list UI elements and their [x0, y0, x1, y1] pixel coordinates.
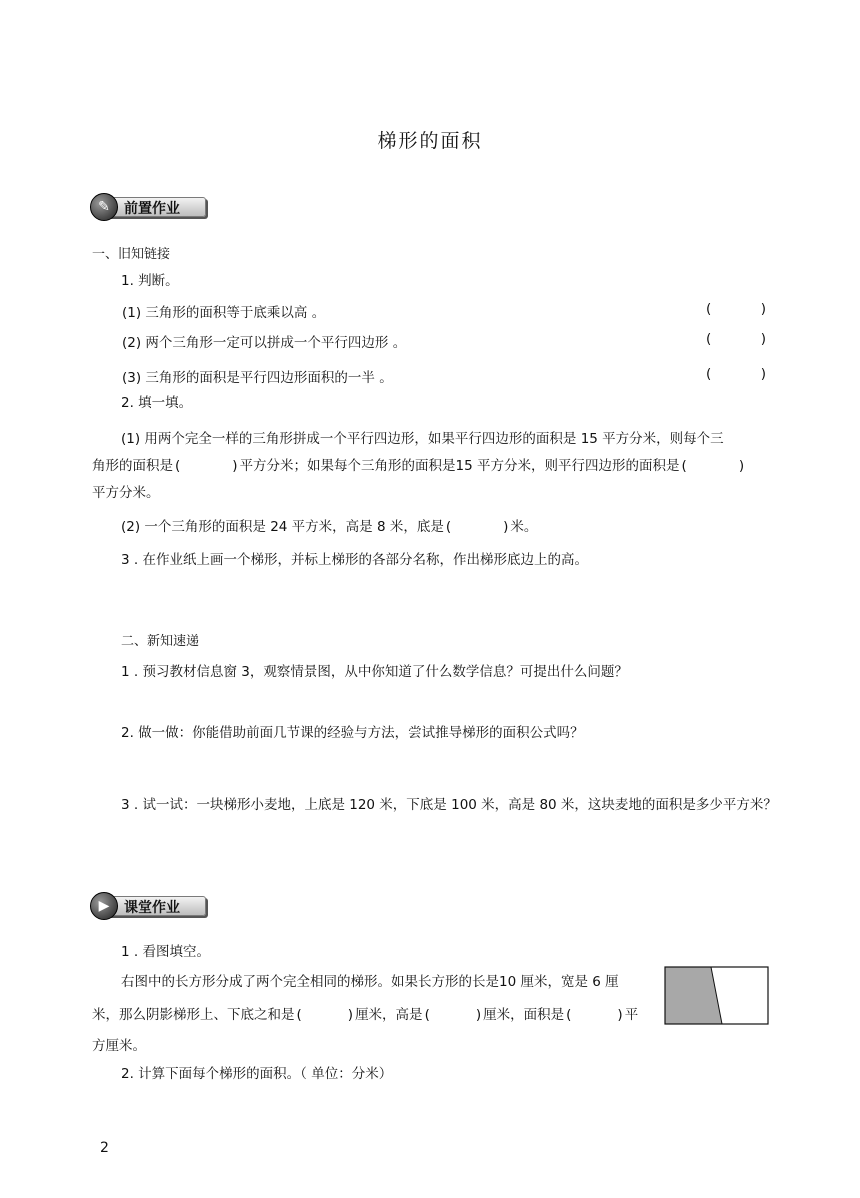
section-badge-class [90, 892, 208, 918]
pen-icon: ✎ [90, 193, 118, 221]
part2-q2: 2. 做一做：你能借助前面几节课的经验与方法，尝试推导梯形的面积公式吗？ [121, 725, 584, 741]
class-q1-line2 [92, 1003, 638, 1023]
part2-q3: 3 . 试一试：一块梯形小麦地，上底是 120 米，下底是 100 米，高是 80 米，这块麦地的面积是多少平方米？ [121, 797, 777, 813]
part1-heading: 一、旧知链接 [92, 247, 171, 262]
q1-label: 1. 判断。 [121, 273, 179, 289]
q2-sub1-text-a: 角形的面积是 [92, 458, 173, 474]
q2-label: 2. 填一填。 [121, 395, 193, 411]
blank-paren-open[interactable]: ( [424, 1007, 430, 1023]
q2-sub2 [121, 515, 537, 535]
shaded-trapezoid [665, 967, 722, 1024]
blank-paren-open[interactable]: ( [296, 1007, 302, 1023]
class-q1-text-b: 厘米，高是 [355, 1007, 423, 1023]
part2-heading: 二、新知速递 [121, 634, 200, 649]
blank-paren-open[interactable]: ( [681, 458, 687, 474]
answer-paren-3[interactable]: ( ) [706, 366, 766, 382]
badge-label: 课堂作业 [124, 900, 180, 916]
q2-sub1-line3: 平方分米。 [92, 485, 160, 501]
badge-label: 前置作业 [124, 201, 180, 217]
q3-text: 3 . 在作业纸上画一个梯形，并标上梯形的各部分名称，作出梯形底边上的高。 [121, 552, 588, 568]
class-q1-line3: 方厘米。 [92, 1038, 146, 1054]
blank-paren-close: ) [617, 1007, 623, 1023]
blank-paren-close: ) [738, 458, 745, 474]
q2-sub1-line2 [92, 454, 746, 474]
play-icon: ▶ [90, 892, 118, 920]
page-number: 2 [100, 1140, 109, 1156]
section-badge-pre [90, 193, 208, 219]
q2-sub2-text-a: (2) 一个三角形的面积是 24 平方米，高是 8 米，底是 [121, 519, 444, 535]
class-q1-label: 1 . 看图填空。 [121, 944, 210, 960]
judge-item-1: (1) 三角形的面积等于底乘以高 。 [122, 305, 326, 321]
blank-paren-open[interactable]: ( [566, 1007, 572, 1023]
answer-paren-2[interactable]: ( ) [706, 331, 766, 347]
answer-paren-1[interactable]: ( ) [706, 301, 766, 317]
judge-item-3: (3) 三角形的面积是平行四边形面积的一半 。 [122, 370, 393, 386]
rectangle-trapezoid-figure [664, 966, 770, 1026]
blank-paren-close: ) [475, 1007, 482, 1023]
blank-paren-open[interactable]: ( [175, 458, 181, 474]
q2-sub1-text-b: 平方分米；如果每个三角形的面积是15 平方分米，则平行四边形的面积是 [239, 458, 680, 474]
q2-sub1-line1: (1) 用两个完全一样的三角形拼成一个平行四边形，如果平行四边形的面积是 15 平方分米，则每个三 [121, 431, 724, 447]
q2-sub2-text-b: 米。 [510, 519, 538, 535]
class-q1-text-a: 米，那么阴影梯形上、下底之和是 [92, 1007, 295, 1023]
judge-item-2: (2) 两个三角形一定可以拼成一个平行四边形 。 [122, 335, 407, 351]
class-q2-text: 2. 计算下面每个梯形的面积。（ 单位：分米） [121, 1066, 393, 1082]
blank-paren-close: ) [503, 519, 509, 535]
blank-paren-close: ) [232, 458, 238, 474]
part2-q1: 1 . 预习教材信息窗 3，观察情景图，从中你知道了什么数学信息？可提出什么问题？ [121, 664, 628, 680]
blank-paren-close: ) [347, 1007, 354, 1023]
class-q1-line1: 右图中的长方形分成了两个完全相同的梯形。如果长方形的长是10 厘米，宽是 6 厘 [121, 974, 619, 990]
blank-paren-open[interactable]: ( [445, 519, 452, 535]
page-title: 梯形的面积 [377, 130, 483, 152]
class-q1-text-d: 平 [624, 1007, 639, 1023]
class-q1-text-c: 厘米，面积是 [483, 1007, 565, 1023]
